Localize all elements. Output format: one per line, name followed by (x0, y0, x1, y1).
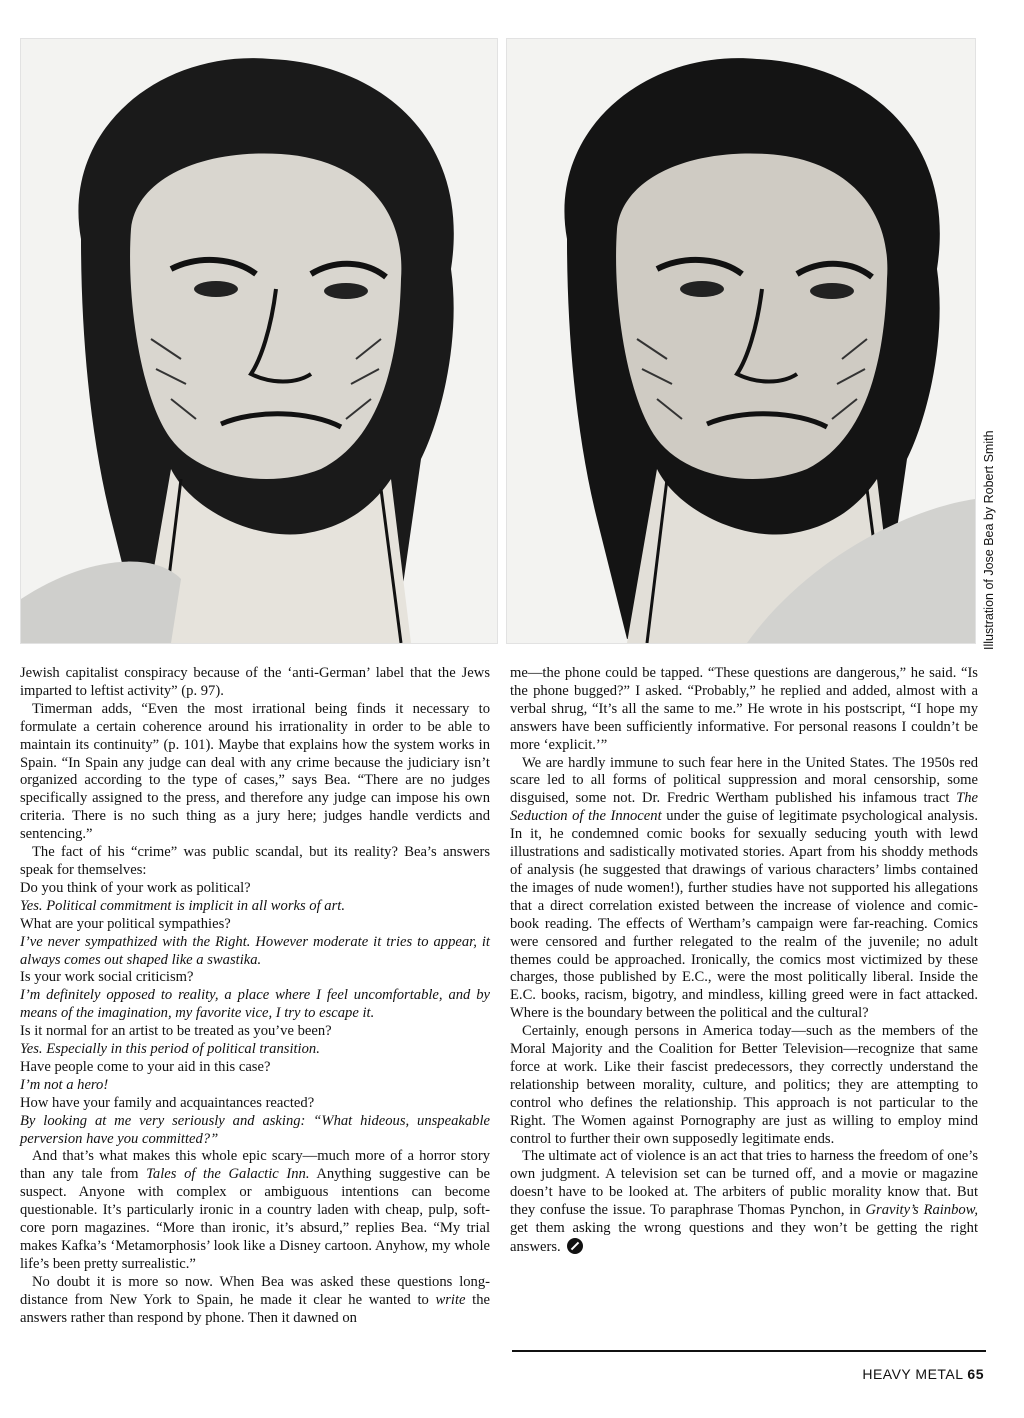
interview-answer: Yes. Political commitment is implicit in all works of art. (20, 897, 345, 914)
interview-answer: I’m definitely opposed to reality, a place where I feel uncomfortable, and by means of the imagination, my favorite vice, I try to escape it. (20, 987, 490, 1022)
text: The ultimate act of violence is an act that tries to harness the freedom of one’s own judgment. A television set can be turned off, and a movie or magazine doesn’t have to be looked at. The arbiters of public morality know that. But they confuse the issue. To paraphrase Thomas Pynchon, in (510, 1148, 978, 1219)
interview-question: Have people come to your aid in this case? (20, 1058, 271, 1075)
footer-rule (512, 1350, 986, 1352)
text: get them asking the wrong questions and they won’t be getting the right answers. (510, 1220, 978, 1255)
interview-answer: I’ve never sympathized with the Right. However moderate it tries to appear, it always comes out shaped like a swastika. (20, 933, 490, 968)
paragraph: Timerman adds, “Even the most irrational being finds it necessary to formulate a certain coherence around his irrationality in order to be able to maintain its continuity” (p. 101). Maybe that explains how the system works in Spain. “In Spain any judge can deal with any crime because the judiciary isn’t organized according to the type of cases,” says Bea. “There are no judges specifically assigned to the press, and therefore any judge can impose his own criteria. There is no such thing as a jury here; judges handle verdicts and sentencing.” (20, 700, 490, 843)
emphasis: write (435, 1291, 466, 1308)
paragraph: Jewish capitalist conspiracy because of the ‘anti-German’ label that the Jews imparted to leftist activity” (p. 97). (20, 665, 490, 699)
portrait-illustration-right (506, 38, 976, 644)
text: And that’s what makes this whole epic scary—much more of a horror story than any tale from (20, 1148, 490, 1183)
paragraph: Certainly, enough persons in America today—such as the members of the Moral Majority and the Coalition for Better Television—recognize that same force at work. Like their fascist predecessors, they correctly understand the relationship between morality, culture, and politics; they are attempting to control who defines the relationship. This approach is not particular to the Right. The Women against Pornography are just as willing to employ mind control to further their own supposedly legitimate ends. (510, 1023, 978, 1147)
book-title: Tales of the Galactic Inn. (146, 1166, 310, 1183)
end-of-article-icon (567, 1238, 583, 1254)
interview-answer: Yes. Especially in this period of political transition. (20, 1041, 320, 1058)
interview-question: Is your work social criticism? (20, 969, 194, 986)
paragraph (20, 1274, 490, 1328)
interview-question: Is it normal for an artist to be treated as you’ve been? (20, 1023, 332, 1040)
book-title: The Seduction of the Innocent (510, 790, 978, 825)
portrait-illustration-left (20, 38, 498, 644)
page-footer (862, 1366, 984, 1382)
text: Anything suggestive can be suspect. Anyone with complex or ambiguous intentions can become questionable. It’s particularly ironic in a country laden with cheap, pulp, soft-core porn magazines. “More than ironic, it’s absurd,” replies Bea. “My trial makes Kafka’s ‘Metamorphosis’ look like a Disney cartoon. Anyhow, my whole life’s been pretty surrealistic.” (20, 1166, 490, 1272)
magazine-name: HEAVY METAL (862, 1366, 964, 1382)
text: We are hardly immune to such fear here in the United States. The 1950s red scare led to all forms of political suppression and moral censorship, some disguised, some not. Dr. Fredric Wertham published his infamous tract (510, 754, 978, 807)
paragraph (20, 1148, 490, 1273)
interview-answer: I’m not a hero! (20, 1076, 109, 1093)
paragraph: me—the phone could be tapped. “These questions are dangerous,” he said. “Is the phone bugged?” I asked. “Probably,” he replied and added, almost with a verbal shrug, “It’s all the same to me.” He wrote in his postscript, “I hope my answers have been sufficiently informative. For personal reasons I couldn’t be more ‘explicit.’” (510, 665, 978, 753)
article-column-left (20, 665, 490, 1328)
article-column-right (510, 665, 978, 1257)
paragraph (510, 755, 978, 1024)
interview-question: Do you think of your work as political? (20, 879, 251, 896)
text: the answers rather than respond by phone. Then it dawned on (20, 1291, 490, 1326)
paragraph: The fact of his “crime” was public scandal, but its reality? Bea’s answers speak for themselves: (20, 844, 490, 878)
portrait-drawing-left (21, 39, 497, 643)
page-number: 65 (967, 1366, 984, 1382)
text: No doubt it is more so now. When Bea was asked these questions long-distance from New York to Spain, he made it clear he wanted to (20, 1273, 490, 1308)
interview-question: What are your political sympathies? (20, 915, 231, 932)
interview-answer: By looking at me very seriously and asking: “What hideous, unspeakable perversion have you committed?” (20, 1112, 490, 1147)
paragraph (510, 1148, 978, 1256)
text: under the guise of legitimate psychological analysis. In it, he condemned comic books for sexually seducing youth with lewd illustrations and sadistically motivated stories. Apart from his shoddy methods of analysis (he suggested that drawings of various characters’ limbs contained the images of nude women!), further studies have not supported his allegations that a direct correlation existed between the increase of violence and comic-book reading. The effects of Wertham’s campaign were far-reaching. Comics were censored and further relegated to the realm of the juvenile; no adult themes could be approached. Ironically, the comics most victimized by these charges, those published by E.C., were the most politically liberal. Inside the E.C. books, racism, bigotry, and mindless, killing greed were in fact attacked. Where is the boundary between the political and the cultural? (510, 808, 978, 1022)
book-title: Gravity’s Rainbow, (865, 1202, 978, 1219)
portrait-drawing-right (507, 39, 975, 643)
illustration-credit: Illustration of Jose Bea by Robert Smith (982, 430, 996, 650)
interview-question: How have your family and acquaintances reacted? (20, 1094, 315, 1111)
